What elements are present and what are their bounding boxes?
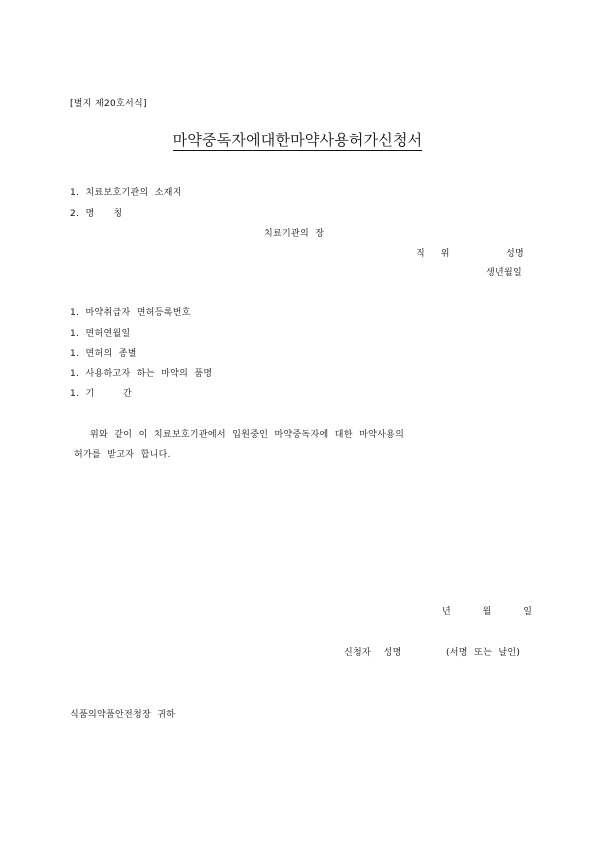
form-number: [별지 제20호서식]: [70, 99, 147, 109]
license-number-label: 1. 마약취급자 면허등록번호: [70, 308, 191, 318]
signature-label: (서명 또는 날인): [446, 648, 521, 658]
institution-location-label: 1. 치료보호기관의 소재지: [70, 188, 182, 198]
name-label: 성명: [506, 249, 524, 259]
license-date-label: 1. 면허연월일: [70, 329, 131, 339]
period-label: 1. 기 간: [70, 389, 132, 399]
birthdate-label: 생년월일: [486, 268, 522, 278]
drug-name-label: 1. 사용하고자 하는 마약의 품명: [70, 369, 213, 379]
body-text-line1: 위와 같이 이 치료보호기관에서 입원중인 마약중독자에 대한 마약사용의: [90, 430, 405, 440]
license-type-label: 1. 면허의 종별: [70, 349, 137, 359]
applicant-name-label: 신청자 성명: [344, 648, 402, 658]
institution-name-label: 2. 명 칭: [70, 209, 123, 219]
addressee: 식품의약품안전청장 귀하: [70, 710, 176, 720]
body-text-line2: 허가를 받고자 합니다.: [74, 450, 171, 460]
position-label: 직 위: [416, 249, 450, 259]
date-line: 년 월 일: [442, 607, 533, 617]
form-title: 마약중독자에대한마약사용허가신청서: [172, 131, 423, 149]
institution-head-label: 치료기관의 장: [264, 229, 325, 239]
